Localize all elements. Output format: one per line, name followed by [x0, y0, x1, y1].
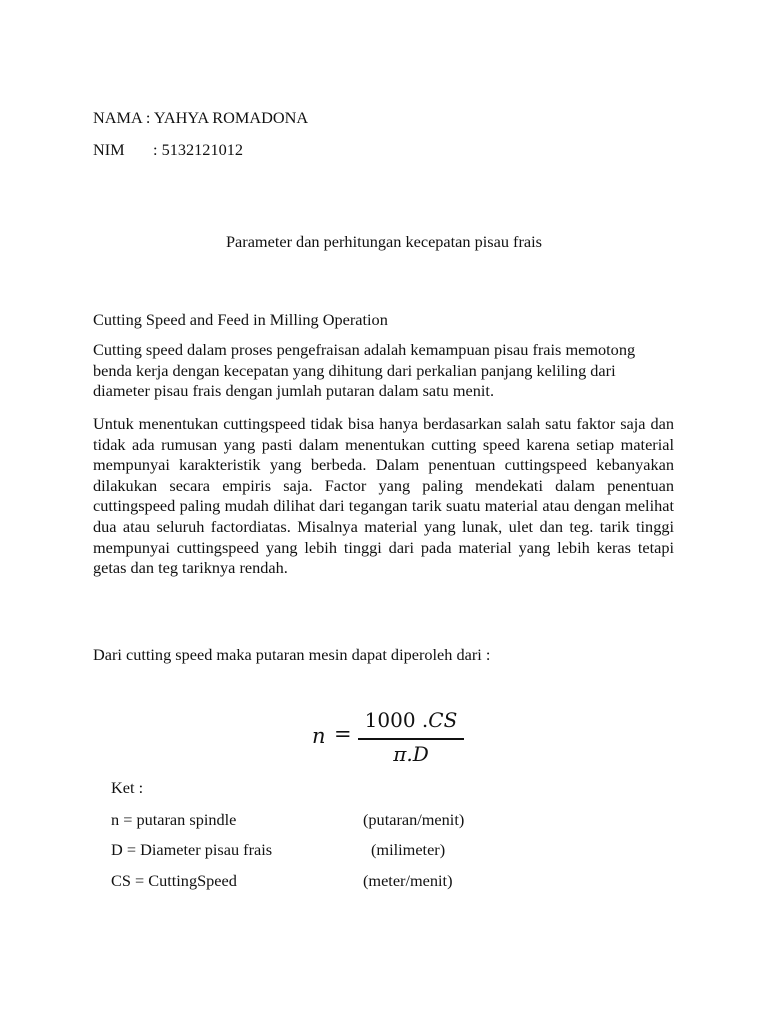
legend-title: Ket :: [111, 778, 144, 797]
paragraph-cutting-speed-determination: Untuk menentukan cuttingspeed tidak bisa hanya berdasarkan salah satu faktor saja dan tidak ada rumusan yang pasti dalam menentukan cutting speed karena setiap material mempunyai karakteristik yang berbeda. Dalam penentuan cuttingspeed kebanyakan dilakukan secara empiris saja. Factor yang paling mendekati dalam penentuan cuttingspeed paling mudah dilihat dari tegangan tarik suatu material atau dengan melihat dua atau seluruh factordiatas. Misalnya material yang lunak, ulet dan teg. tarik tinggi mempunyai cuttingspeed yang lebih tinggi dari pada material yang lebih keras tetapi getas dan teg tariknya rendah.: [93, 414, 674, 578]
legend-row-unit: (putaran/menit): [363, 810, 465, 829]
legend-row-definition: CS = CuttingSpeed: [111, 871, 237, 890]
formula-intro-text: Dari cutting speed maka putaran mesin dapat diperoleh dari :: [93, 645, 491, 664]
legend-row-unit: (meter/menit): [363, 871, 453, 890]
nim-label: NIM: [93, 140, 125, 159]
formula-denominator: π.D: [393, 742, 429, 766]
formula-numerator-number: 1000 .: [364, 708, 429, 732]
formula-numerator: [358, 708, 464, 732]
legend-row-unit: (milimeter): [371, 840, 446, 859]
student-nim-line: [93, 140, 243, 160]
paragraph-cutting-speed-definition: Cutting speed dalam proses pengefraisan adalah kemampuan pisau frais memotong benda kerja dengan kecepatan yang dihitung dari perkalian panjang keliling dari diameter pisau frais dengan jumlah putaran dalam satu menit.: [93, 340, 636, 401]
legend-row-definition: D = Diameter pisau frais: [111, 840, 273, 859]
formula-lhs: n: [312, 724, 326, 748]
document-title: Parameter dan perhitungan kecepatan pisau frais: [226, 232, 542, 251]
section-heading: Cutting Speed and Feed in Milling Operation: [93, 310, 388, 329]
student-name-line: NAMA : YAHYA ROMADONA: [93, 108, 309, 127]
formula-numerator-symbol: CS: [428, 708, 458, 732]
formula-equals-sign: =: [334, 722, 352, 746]
legend-row-definition: n = putaran spindle: [111, 810, 237, 829]
nim-value: : 5132121012: [153, 140, 244, 159]
formula-fraction-bar: [358, 738, 464, 740]
